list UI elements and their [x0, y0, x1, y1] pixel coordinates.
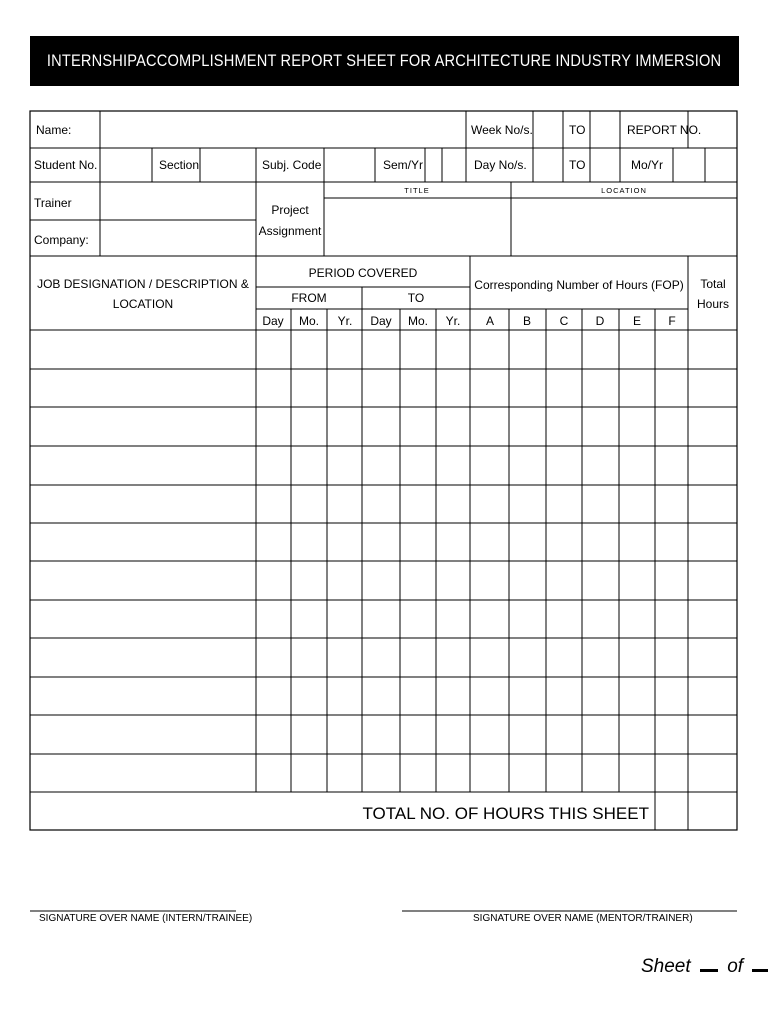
sheet-total-blank[interactable]: [752, 955, 768, 972]
form-frame: [30, 111, 737, 830]
sheet-counter: [641, 955, 768, 978]
total-hours-sheet-label: TOTAL NO. OF HOURS THIS SHEET: [362, 804, 649, 823]
assignment-label: Assignment: [258, 224, 322, 238]
subj-code-label: Subj. Code: [262, 158, 322, 172]
name-label: Name:: [36, 123, 72, 137]
from-label: FROM: [291, 291, 327, 305]
of-label: of: [727, 956, 744, 977]
hours-fop-label: Corresponding Number of Hours (FOP): [474, 278, 684, 292]
sheet-number-blank[interactable]: [700, 955, 718, 972]
hours-col-b: B: [522, 314, 532, 328]
location-column-label: LOCATION: [601, 186, 647, 195]
mentor-signature-label: SIGNATURE OVER NAME (MENTOR/TRAINER): [473, 913, 693, 924]
company-label: Company:: [34, 233, 89, 247]
hours-label: Hours: [696, 297, 730, 311]
from-day-col: Day: [262, 314, 284, 328]
hours-col-e: E: [632, 314, 642, 328]
student-no-label: Student No.: [34, 158, 98, 172]
day-nos-label: Day No/s.: [474, 158, 527, 172]
job-location-label: LOCATION: [112, 297, 174, 311]
section-label: Section: [159, 158, 200, 172]
to-period-label: TO: [407, 291, 425, 305]
mo-yr-label: Mo/Yr: [631, 158, 664, 172]
to-label-day: TO: [569, 158, 586, 172]
hours-col-a: A: [485, 314, 495, 328]
intern-signature-label: SIGNATURE OVER NAME (INTERN/TRAINEE): [39, 913, 253, 924]
sem-yr-label: Sem/Yr: [383, 158, 424, 172]
hours-col-c: C: [559, 314, 569, 328]
hours-col-d: D: [595, 314, 605, 328]
trainer-label: Trainer: [34, 196, 72, 210]
hours-col-f: F: [668, 314, 676, 328]
job-designation-label: JOB DESIGNATION / DESCRIPTION &: [37, 277, 249, 291]
week-nos-label: Week No/s.: [471, 123, 533, 137]
to-day-col: Day: [370, 314, 392, 328]
project-label: Project: [271, 203, 309, 217]
report-no-label: REPORT NO.: [627, 123, 702, 137]
report-title: INTERNSHIPACCOMPLISHMENT REPORT SHEET FOR ARCHITECTURE INDUSTRY IMMERSION: [47, 51, 722, 70]
to-label-week: TO: [569, 123, 586, 137]
to-month-col: Mo.: [407, 314, 429, 328]
to-year-col: Yr.: [445, 314, 461, 328]
sheet-label: Sheet: [641, 956, 691, 977]
from-month-col: Mo.: [298, 314, 320, 328]
from-year-col: Yr.: [337, 314, 353, 328]
total-label: Total: [700, 277, 726, 291]
period-covered-label: PERIOD COVERED: [308, 266, 418, 280]
title-column-label: TITLE: [404, 186, 430, 195]
